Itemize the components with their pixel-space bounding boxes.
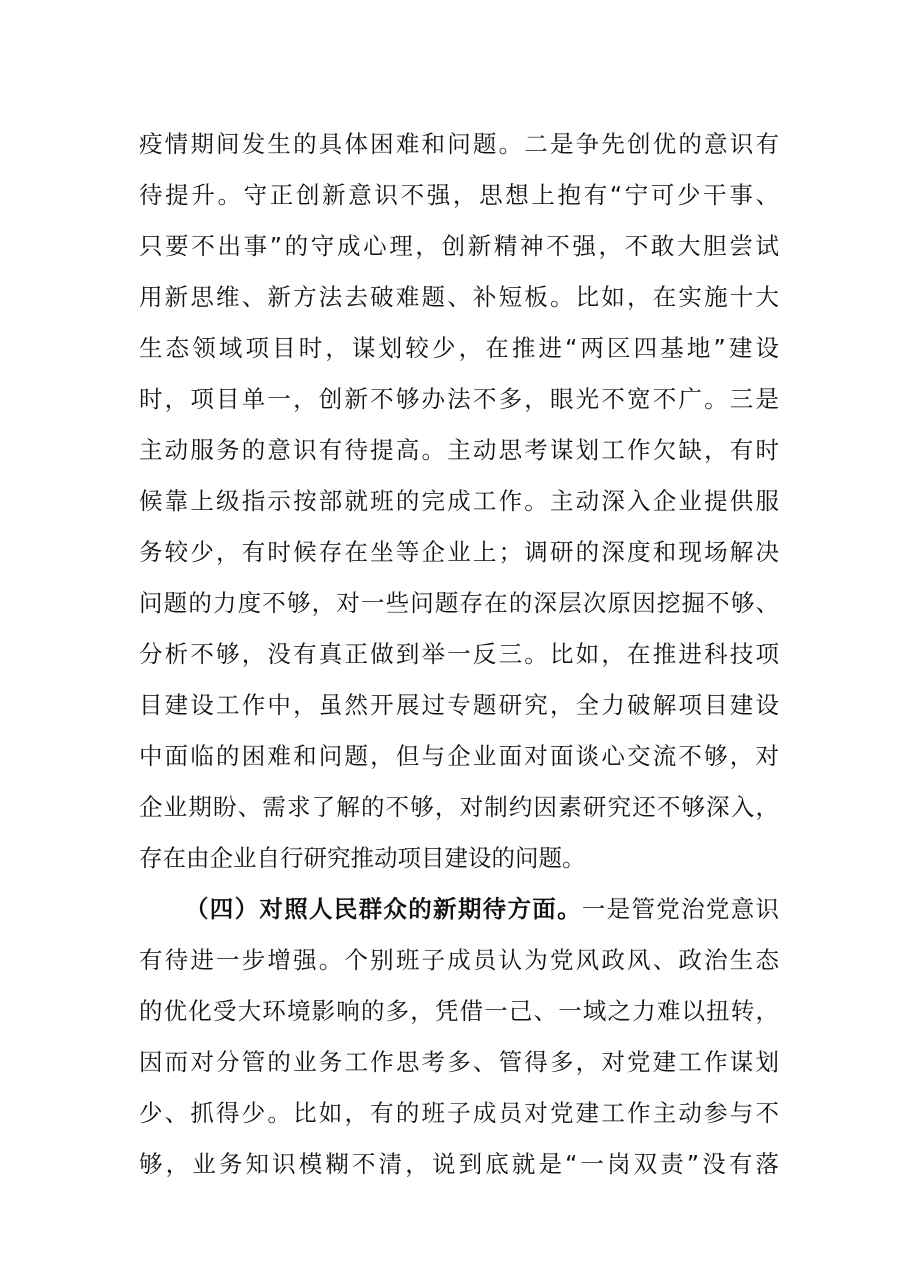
body-text-line: 用新思维、新方法去破难题、补短板。比如，在实施十大 — [139, 283, 779, 311]
body-text-line: 候靠上级指示按部就班的完成工作。主动深入企业提供服 — [139, 487, 779, 515]
section-first-line-text: 一是管党治党意识 — [581, 895, 780, 923]
body-text-line: 目建设工作中，虽然开展过专题研究，全力破解项目建设 — [139, 691, 779, 719]
body-text-line: 够，业务知识模糊不清，说到底就是“一岗双责”没有落 — [139, 1150, 779, 1178]
section-first-line — [185, 889, 779, 929]
body-text-line: 分析不够，没有真正做到举一反三。比如，在推进科技项 — [139, 640, 779, 668]
body-text-line: 的优化受大环境影响的多，凭借一己、一域之力难以扭转， — [139, 997, 779, 1025]
body-text-line: 企业期盼、需求了解的不够，对制约因素研究还不够深入， — [139, 793, 779, 821]
body-text-line: 问题的力度不够，对一些问题存在的深层次原因挖掘不够、 — [139, 589, 779, 617]
body-text-line: 生态领域项目时，谋划较少，在推进“两区四基地”建设 — [139, 334, 779, 362]
body-text-line: 少、抓得少。比如，有的班子成员对党建工作主动参与不 — [139, 1099, 779, 1127]
body-text-line: 因而对分管的业务工作思考多、管得多，对党建工作谋划 — [139, 1048, 779, 1076]
body-text-line: 务较少，有时候存在坐等企业上；调研的深度和现场解决 — [139, 538, 779, 566]
section-heading: （四）对照人民群众的新期待方面。 — [185, 895, 582, 923]
body-text-line: 主动服务的意识有待提高。主动思考谋划工作欠缺，有时 — [139, 436, 779, 464]
body-text-line: 有待进一步增强。个别班子成员认为党风政风、政治生态 — [139, 946, 779, 974]
body-text-line: 只要不出事”的守成心理，创新精神不强，不敢大胆尝试 — [139, 232, 779, 260]
body-text-line: 中面临的困难和问题，但与企业面对面谈心交流不够，对 — [139, 742, 779, 770]
body-text-line: 存在由企业自行研究推动项目建设的问题。 — [139, 844, 586, 872]
body-text-line: 疫情期间发生的具体困难和问题。二是争先创优的意识有 — [139, 130, 779, 158]
body-text-line: 时，项目单一，创新不够办法不多，眼光不宽不广。三是 — [139, 385, 779, 413]
body-text-line: 待提升。守正创新意识不强，思想上抱有“宁可少干事、 — [139, 181, 779, 209]
